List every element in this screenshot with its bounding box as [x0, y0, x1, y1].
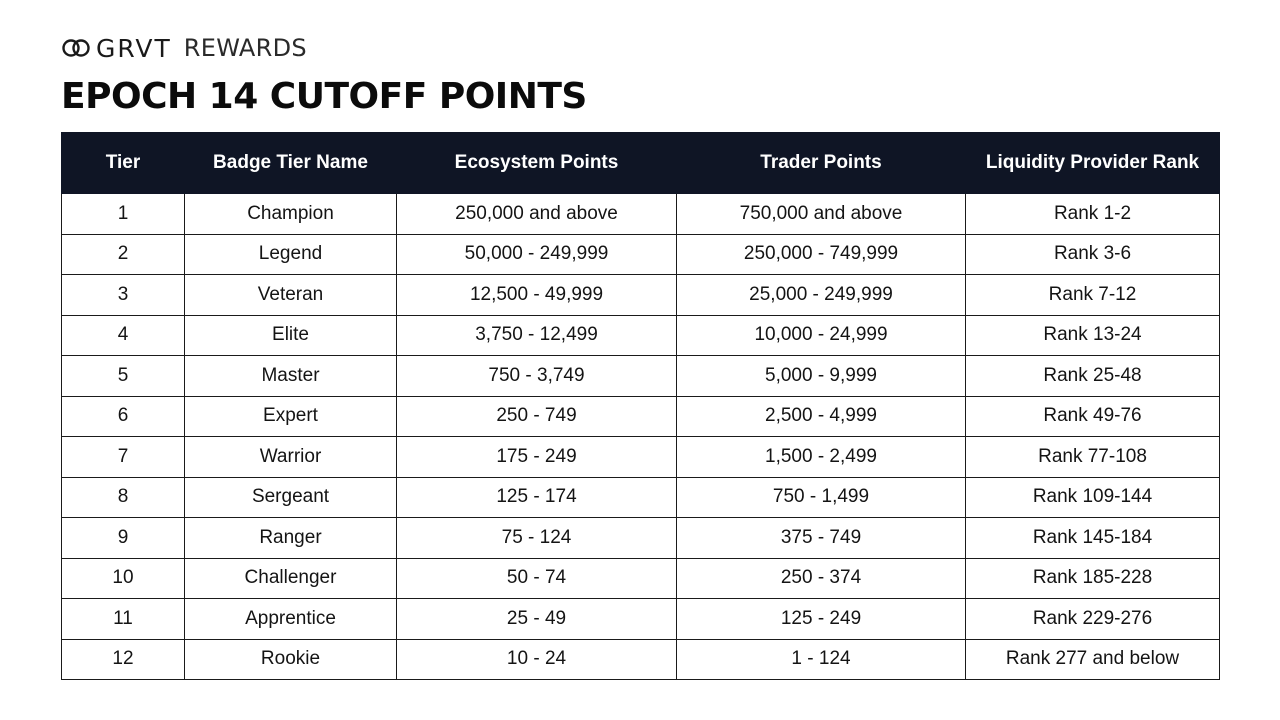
page-title: EPOCH 14 CUTOFF POINTS — [61, 76, 587, 117]
cell-liquidity-provider-rank: Rank 49-76 — [966, 396, 1220, 437]
cell-ecosystem-points: 250,000 and above — [397, 194, 677, 235]
cell-ecosystem-points: 75 - 124 — [397, 518, 677, 559]
cell-liquidity-provider-rank: Rank 77-108 — [966, 437, 1220, 478]
brand-header — [62, 33, 307, 63]
cell-trader-points: 25,000 - 249,999 — [677, 275, 966, 316]
cell-liquidity-provider-rank: Rank 185-228 — [966, 558, 1220, 599]
cell-ecosystem-points: 3,750 - 12,499 — [397, 315, 677, 356]
cell-tier: 5 — [62, 356, 185, 397]
cell-badge-tier-name: Expert — [185, 396, 397, 437]
brand-name: GRVT — [96, 33, 172, 63]
cell-tier: 2 — [62, 234, 185, 275]
cell-badge-tier-name: Challenger — [185, 558, 397, 599]
cell-liquidity-provider-rank: Rank 277 and below — [966, 639, 1220, 680]
cell-liquidity-provider-rank: Rank 1-2 — [966, 194, 1220, 235]
cell-ecosystem-points: 750 - 3,749 — [397, 356, 677, 397]
cell-tier: 1 — [62, 194, 185, 235]
cell-liquidity-provider-rank: Rank 7-12 — [966, 275, 1220, 316]
cell-tier: 11 — [62, 599, 185, 640]
column-header-badge-tier-name: Badge Tier Name — [185, 133, 397, 194]
cell-trader-points: 2,500 - 4,999 — [677, 396, 966, 437]
table-row — [62, 315, 1220, 356]
cell-liquidity-provider-rank: Rank 109-144 — [966, 477, 1220, 518]
cell-liquidity-provider-rank: Rank 25-48 — [966, 356, 1220, 397]
cell-trader-points: 1,500 - 2,499 — [677, 437, 966, 478]
table-row — [62, 194, 1220, 235]
cell-badge-tier-name: Ranger — [185, 518, 397, 559]
cell-trader-points: 750,000 and above — [677, 194, 966, 235]
cell-tier: 12 — [62, 639, 185, 680]
cell-badge-tier-name: Legend — [185, 234, 397, 275]
column-header-liquidity-provider-rank: Liquidity Provider Rank — [966, 133, 1220, 194]
cell-ecosystem-points: 12,500 - 49,999 — [397, 275, 677, 316]
cell-ecosystem-points: 10 - 24 — [397, 639, 677, 680]
table-row — [62, 356, 1220, 397]
table-row — [62, 599, 1220, 640]
cell-tier: 4 — [62, 315, 185, 356]
table-row — [62, 477, 1220, 518]
cell-trader-points: 250 - 374 — [677, 558, 966, 599]
cell-tier: 9 — [62, 518, 185, 559]
cell-trader-points: 1 - 124 — [677, 639, 966, 680]
cutoff-table — [61, 132, 1220, 680]
cell-badge-tier-name: Elite — [185, 315, 397, 356]
cell-badge-tier-name: Master — [185, 356, 397, 397]
cell-badge-tier-name: Apprentice — [185, 599, 397, 640]
table-row — [62, 518, 1220, 559]
cell-ecosystem-points: 125 - 174 — [397, 477, 677, 518]
cell-ecosystem-points: 250 - 749 — [397, 396, 677, 437]
cell-tier: 8 — [62, 477, 185, 518]
cell-badge-tier-name: Champion — [185, 194, 397, 235]
table-row — [62, 234, 1220, 275]
cell-liquidity-provider-rank: Rank 13-24 — [966, 315, 1220, 356]
cell-tier: 6 — [62, 396, 185, 437]
cell-ecosystem-points: 50 - 74 — [397, 558, 677, 599]
cell-ecosystem-points: 25 - 49 — [397, 599, 677, 640]
cell-badge-tier-name: Rookie — [185, 639, 397, 680]
cell-badge-tier-name: Sergeant — [185, 477, 397, 518]
table-row — [62, 639, 1220, 680]
cell-ecosystem-points: 50,000 - 249,999 — [397, 234, 677, 275]
cell-trader-points: 750 - 1,499 — [677, 477, 966, 518]
cell-badge-tier-name: Warrior — [185, 437, 397, 478]
column-header-tier: Tier — [62, 133, 185, 194]
cell-trader-points: 5,000 - 9,999 — [677, 356, 966, 397]
grvt-logo-icon — [62, 37, 90, 59]
cell-liquidity-provider-rank: Rank 145-184 — [966, 518, 1220, 559]
column-header-trader-points: Trader Points — [677, 133, 966, 194]
column-header-ecosystem-points: Ecosystem Points — [397, 133, 677, 194]
table-row — [62, 558, 1220, 599]
table-row — [62, 437, 1220, 478]
table-row — [62, 396, 1220, 437]
brand-section: REWARDS — [183, 34, 307, 62]
cell-trader-points: 10,000 - 24,999 — [677, 315, 966, 356]
cell-ecosystem-points: 175 - 249 — [397, 437, 677, 478]
cell-trader-points: 125 - 249 — [677, 599, 966, 640]
table-header-row — [62, 133, 1220, 194]
cell-badge-tier-name: Veteran — [185, 275, 397, 316]
cell-liquidity-provider-rank: Rank 3-6 — [966, 234, 1220, 275]
cell-liquidity-provider-rank: Rank 229-276 — [966, 599, 1220, 640]
cell-trader-points: 375 - 749 — [677, 518, 966, 559]
cell-trader-points: 250,000 - 749,999 — [677, 234, 966, 275]
cell-tier: 3 — [62, 275, 185, 316]
cell-tier: 7 — [62, 437, 185, 478]
cell-tier: 10 — [62, 558, 185, 599]
table-row — [62, 275, 1220, 316]
